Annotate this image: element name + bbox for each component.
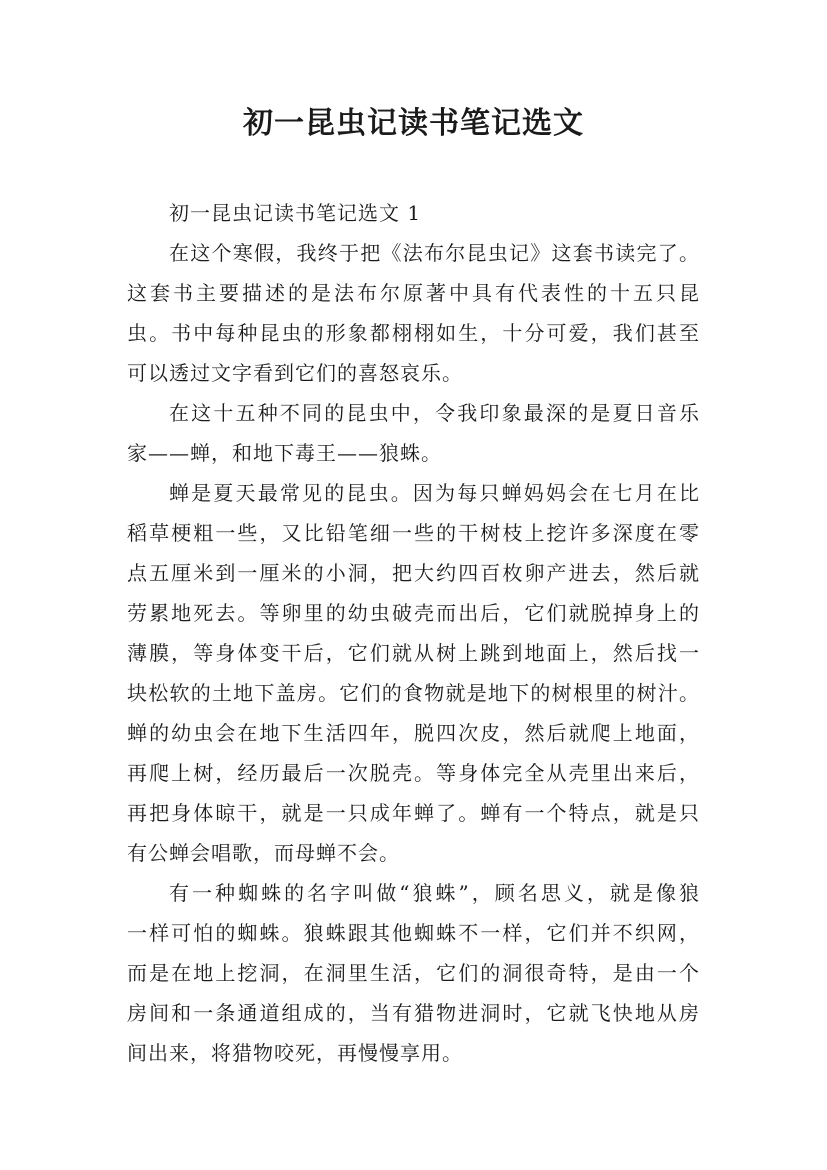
text-line: 一样可怕的蜘蛛。狼蛛跟其他蜘蛛不一样，它们并不织网， bbox=[127, 921, 700, 945]
text-line: 虫。书中每种昆虫的形象都栩栩如生，十分可爱，我们甚至 bbox=[127, 321, 700, 345]
text-line: 再爬上树，经历最后一次脱壳。等身体完全从壳里出来后， bbox=[127, 761, 700, 785]
text-line: 房间和一条通道组成的，当有猎物进洞时，它就飞快地从房 bbox=[127, 1001, 700, 1025]
text-line: 在这十五种不同的昆虫中，令我印象最深的是夏日音乐 bbox=[169, 401, 700, 425]
paragraph-2 bbox=[127, 393, 700, 473]
paragraph-4 bbox=[127, 873, 700, 1073]
paragraph-3 bbox=[127, 473, 700, 873]
paragraph-1 bbox=[127, 233, 700, 393]
text-line: 稻草梗粗一些，又比铅笔细一些的干树枝上挖许多深度在零 bbox=[127, 521, 700, 545]
text-line: 蝉是夏天最常见的昆虫。因为每只蝉妈妈会在七月在比 bbox=[169, 481, 700, 505]
text-line: 间出来，将猎物咬死，再慢慢享用。 bbox=[127, 1041, 463, 1065]
text-line: 块松软的土地下盖房。它们的食物就是地下的树根里的树汁。 bbox=[127, 681, 700, 705]
text-line: 劳累地死去。等卵里的幼虫破壳而出后，它们就脱掉身上的 bbox=[127, 601, 700, 625]
text-line: 家——蝉，和地下毒王——狼蛛。 bbox=[127, 441, 442, 465]
section-heading: 初一昆虫记读书笔记选文 1 bbox=[169, 201, 422, 225]
text-line: 这套书主要描述的是法布尔原著中具有代表性的十五只昆 bbox=[127, 281, 700, 305]
text-line: 蝉的幼虫会在地下生活四年，脱四次皮，然后就爬上地面， bbox=[127, 721, 700, 745]
text-line: 点五厘米到一厘米的小洞，把大约四百枚卵产进去，然后就 bbox=[127, 561, 700, 585]
document-body bbox=[127, 193, 700, 1073]
document-title: 初一昆虫记读书笔记选文 bbox=[243, 106, 584, 141]
text-line: 可以透过文字看到它们的喜怒哀乐。 bbox=[127, 361, 463, 385]
text-line: 在这个寒假，我终于把《法布尔昆虫记》这套书读完了。 bbox=[169, 241, 700, 265]
text-line: 有一种蜘蛛的名字叫做“狼蛛”，顾名思义，就是像狼 bbox=[169, 881, 700, 905]
text-line: 薄膜，等身体变干后，它们就从树上跳到地面上，然后找一 bbox=[127, 641, 700, 665]
text-line: 有公蝉会唱歌，而母蝉不会。 bbox=[127, 841, 400, 865]
text-line: 而是在地上挖洞，在洞里生活，它们的洞很奇特，是由一个 bbox=[127, 961, 700, 985]
text-line: 再把身体晾干，就是一只成年蝉了。蝉有一个特点，就是只 bbox=[127, 801, 700, 825]
